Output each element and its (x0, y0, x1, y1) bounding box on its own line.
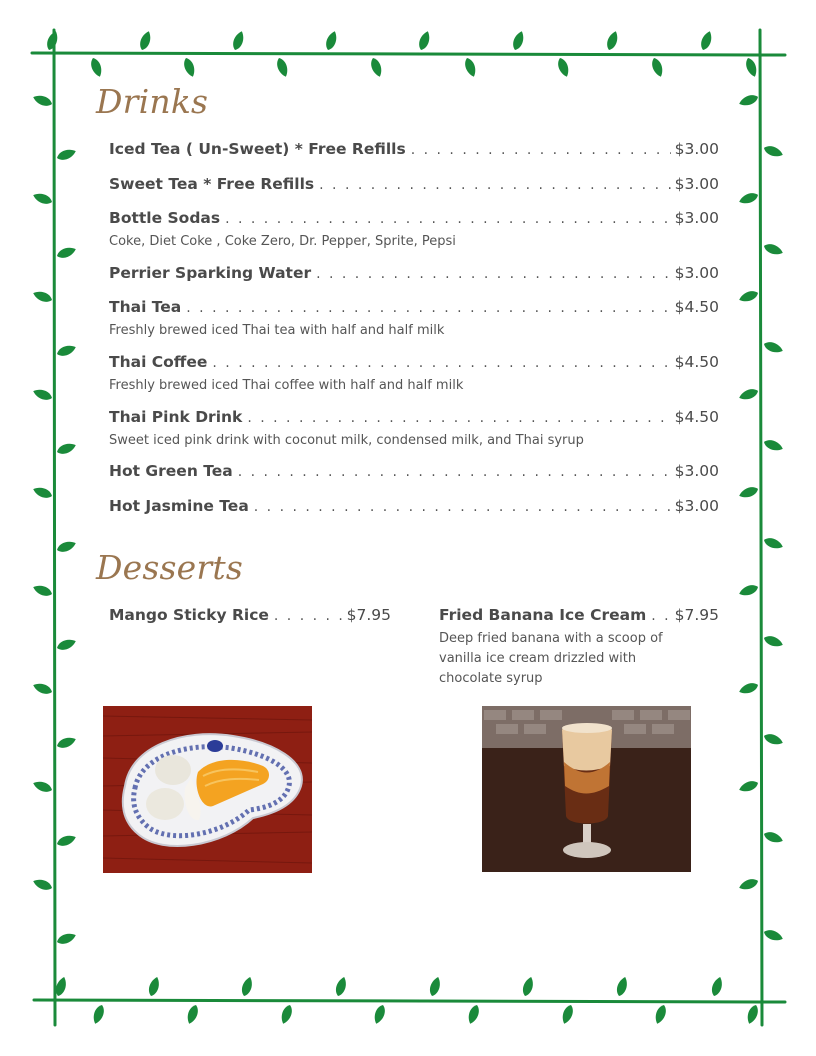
leaf-icon (32, 93, 54, 108)
leaf-icon (32, 779, 54, 794)
leaf-icon (55, 833, 77, 848)
item-price: $4.50 (674, 353, 719, 371)
vine-stem (54, 30, 55, 1025)
leaf-icon (55, 931, 77, 946)
leaf-icon (369, 56, 384, 78)
drink-item-thai-pink-drink (109, 408, 719, 462)
leaf-icon (738, 93, 760, 108)
dot-leader (238, 464, 671, 480)
item-description: Deep fried banana with a scoop of vanilla ice cream drizzled with chocolate syrup (439, 631, 663, 686)
drinks-heading: Drinks (96, 82, 209, 121)
dot-leader (316, 266, 671, 282)
leaf-icon (738, 583, 760, 598)
item-price: $3.00 (674, 462, 719, 480)
dot-leader (651, 608, 670, 624)
leaf-icon (710, 976, 725, 998)
leaf-icon (334, 976, 349, 998)
leaf-icon (762, 536, 784, 551)
leaf-icon (745, 1003, 760, 1025)
item-price: $3.00 (674, 209, 719, 227)
item-name: Perrier Sparking Water (109, 264, 312, 282)
leaf-icon (32, 191, 54, 206)
drink-item-bottle-sodas (109, 209, 719, 264)
dot-leader (254, 499, 671, 515)
item-price: $7.95 (346, 606, 391, 624)
leaf-icon (762, 732, 784, 747)
leaf-icon (32, 583, 54, 598)
leaf-icon (275, 56, 290, 78)
item-price: $4.50 (674, 298, 719, 316)
desserts-heading: Desserts (96, 548, 243, 587)
leaf-icon (32, 387, 54, 402)
leaf-icon (466, 1003, 481, 1025)
leaf-icon (738, 485, 760, 500)
dot-leader (186, 300, 670, 316)
leaf-icon (55, 539, 77, 554)
leaf-icon (744, 56, 759, 78)
item-name: Hot Jasmine Tea (109, 497, 249, 515)
leaf-icon (521, 976, 536, 998)
leaf-icon (556, 56, 571, 78)
leaf-icon (762, 438, 784, 453)
vine-stem (760, 30, 762, 1025)
leaf-icon (653, 1003, 668, 1025)
leaf-icon (463, 56, 478, 78)
dot-leader (212, 355, 670, 371)
leaf-icon (279, 1003, 294, 1025)
leaf-icon (762, 144, 784, 159)
leaf-icon (738, 289, 760, 304)
leaf-icon (417, 30, 432, 52)
item-name: Fried Banana Ice Cream (439, 606, 647, 624)
leaf-icon (762, 340, 784, 355)
leaf-icon (699, 30, 714, 52)
vine-stem (34, 1000, 785, 1002)
leaf-icon (738, 681, 760, 696)
leaf-icon (91, 1003, 106, 1025)
dessert-item-fried-banana-ice-cream (439, 606, 719, 689)
drink-item-thai-tea (109, 298, 719, 353)
leaf-icon (89, 56, 104, 78)
item-price: $4.50 (674, 408, 719, 426)
leaf-icon (372, 1003, 387, 1025)
item-price: $3.00 (674, 497, 719, 515)
leaf-icon (560, 1003, 575, 1025)
item-name: Thai Tea (109, 298, 182, 316)
item-price: $3.00 (674, 264, 719, 282)
item-name: Sweet Tea * Free Refills (109, 175, 315, 193)
leaf-icon (138, 30, 153, 52)
leaf-icon (240, 976, 255, 998)
leaf-icon (511, 30, 526, 52)
drinks-list (109, 140, 719, 531)
leaf-icon (182, 56, 197, 78)
item-name: Iced Tea ( Un-Sweet) * Free Refills (109, 140, 406, 158)
leaf-icon (762, 928, 784, 943)
dot-leader (274, 608, 343, 624)
item-description: Sweet iced pink drink with coconut milk, condensed milk, and Thai syrup (109, 433, 584, 448)
item-description: Freshly brewed iced Thai tea with half and half milk (109, 323, 445, 338)
leaf-icon (738, 387, 760, 402)
drink-item-hot-jasmine-tea (109, 497, 719, 531)
leaf-icon (762, 242, 784, 257)
leaf-icon (32, 877, 54, 892)
leaf-icon (615, 976, 630, 998)
drink-item-hot-green-tea (109, 462, 719, 497)
item-price: $3.00 (674, 140, 719, 158)
vine-stem (32, 53, 785, 55)
leaf-icon (55, 735, 77, 750)
item-name: Bottle Sodas (109, 209, 221, 227)
item-name: Thai Pink Drink (109, 408, 243, 426)
drink-item-perrier (109, 264, 719, 298)
leaf-icon (55, 147, 77, 162)
item-description: Coke, Diet Coke , Coke Zero, Dr. Pepper, Sprite, Pepsi (109, 234, 456, 249)
leaf-icon (55, 245, 77, 260)
leaf-icon (762, 830, 784, 845)
drink-item-iced-tea (109, 140, 719, 175)
dot-leader (247, 410, 670, 426)
leaf-icon (55, 441, 77, 456)
leaf-icon (324, 30, 339, 52)
item-name: Mango Sticky Rice (109, 606, 269, 624)
leaf-icon (185, 1003, 200, 1025)
leaf-icon (762, 634, 784, 649)
drink-item-sweet-tea (109, 175, 719, 209)
dot-leader (225, 211, 671, 227)
leaf-icon (738, 877, 760, 892)
leaf-icon (32, 289, 54, 304)
dessert-item-mango-sticky-rice (109, 606, 391, 630)
mango-sticky-rice-photo (103, 706, 312, 873)
dot-leader (411, 142, 671, 158)
dot-leader (319, 177, 670, 193)
leaf-icon (45, 30, 60, 52)
leaf-icon (55, 637, 77, 652)
leaf-icon (231, 30, 246, 52)
leaf-icon (605, 30, 620, 52)
leaf-icon (55, 343, 77, 358)
item-price: $7.95 (674, 606, 719, 624)
leaf-icon (738, 779, 760, 794)
item-description: Freshly brewed iced Thai coffee with half and half milk (109, 378, 464, 393)
drink-item-thai-coffee (109, 353, 719, 408)
leaf-icon (738, 191, 760, 206)
item-name: Thai Coffee (109, 353, 208, 371)
leaf-icon (650, 56, 665, 78)
thai-tea-photo (482, 706, 691, 872)
leaf-icon (428, 976, 443, 998)
leaf-icon (32, 485, 54, 500)
leaf-icon (147, 976, 162, 998)
item-name: Hot Green Tea (109, 462, 233, 480)
leaf-icon (32, 681, 54, 696)
item-price: $3.00 (674, 175, 719, 193)
